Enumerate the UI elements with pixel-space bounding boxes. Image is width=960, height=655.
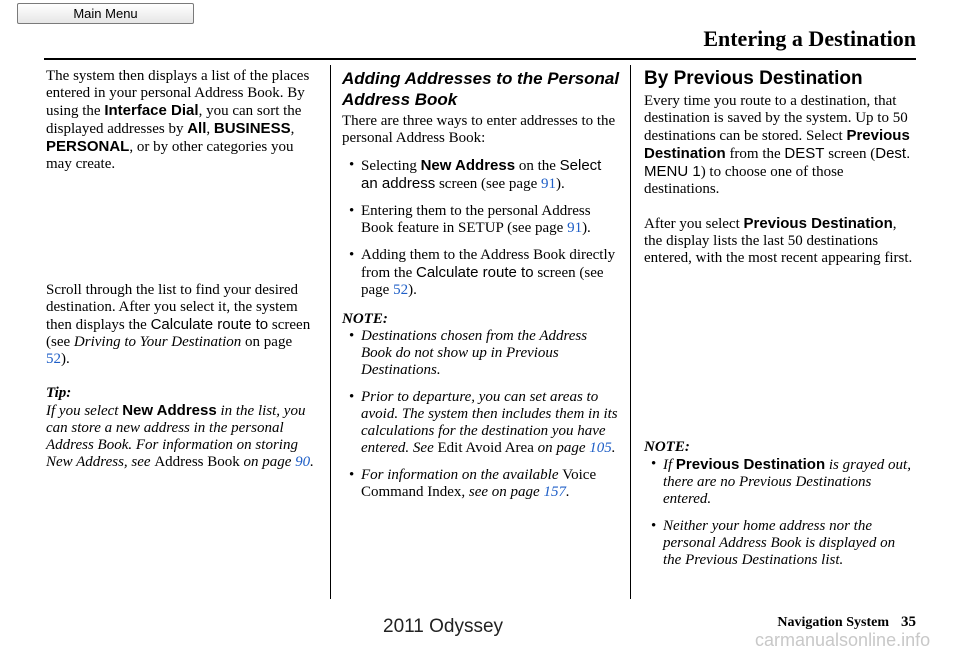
note-label: NOTE: — [342, 311, 388, 327]
paragraph-previous-destination: Every time you route to a destination, that destination is saved by the system. Up to 50 destinations can be stored. Select Previous Destination from the DEST screen (Dest. MENU 1) to choose one of those destinations. — [644, 93, 911, 197]
note-item: • Destinations chosen from the Address Book do not show up in Previous Destinations. — [349, 328, 588, 378]
footer-navigation-label: Navigation System 35 — [777, 614, 916, 630]
page-link-52[interactable]: 52 — [393, 282, 409, 298]
page-link-91[interactable]: 91 — [567, 220, 583, 236]
page-link-105[interactable]: 105 — [589, 440, 612, 456]
note-item: • Prior to departure, you can set areas to avoid. The system then includes them in its calculations for the destination you have entered. See Edit Avoid Area on page 105. — [349, 389, 618, 456]
section-heading-adding-addresses: Adding Addresses to the Personal Address Book — [342, 69, 620, 109]
page-link-91[interactable]: 91 — [541, 176, 556, 192]
column-divider-right — [630, 65, 631, 599]
list-item: • Entering them to the personal Address Book feature in SETUP (see page 91). — [349, 203, 591, 236]
title-rule — [44, 58, 916, 60]
note-item: • Neither your home address nor the personal Address Book is displayed on the Previous Destinations list. — [651, 518, 896, 568]
page-number: 35 — [901, 614, 916, 630]
page-link-90[interactable]: 90 — [295, 454, 311, 470]
column-left — [46, 68, 318, 471]
paragraph-display-list: After you select Previous Destination, the display lists the last 50 destinations entered, with the most recent appearing first. — [644, 215, 913, 266]
note-item: • If Previous Destination is grayed out, there are no Previous Destinations entered. — [651, 456, 911, 507]
list-item: • Selecting New Address on the Select an address screen (see page 91). — [349, 157, 602, 192]
paragraph-scroll-list: Scroll through the list to find your desired destination. After you select it, the system then displays the Calculate route to screen (see Driving to Your Destination on page 52). — [46, 282, 311, 367]
note-label: NOTE: — [644, 439, 690, 455]
note-item: • For information on the available Voice Command Index, see on page 157. — [349, 467, 597, 500]
main-menu-button[interactable]: Main Menu — [17, 3, 194, 24]
tip-label: Tip: — [46, 385, 72, 401]
column-middle — [342, 68, 620, 501]
page-link-157[interactable]: 157 — [543, 484, 566, 500]
page-title: Entering a Destination — [703, 26, 916, 51]
section-heading-previous-destination: By Previous Destination — [644, 68, 863, 89]
page-link-52[interactable]: 52 — [46, 351, 61, 367]
column-divider-left — [330, 65, 331, 599]
tip-text: If you select New Address in the list, you can store a new address in the personal Address Book. For information on storing New Address, see Address Book on page 90. — [46, 402, 314, 470]
site-watermark: carmanualsonline.info — [755, 630, 931, 650]
column-right — [644, 68, 916, 569]
paragraph-address-list: The system then displays a list of the places entered in your personal Address Book. By using the Interface Dial, you can sort the displayed addresses by All, BUSINESS, PERSONAL, or by other categories you may create. — [46, 68, 310, 172]
list-item: • Adding them to the Address Book directly from the Calculate route to screen (see page 52). — [349, 247, 616, 298]
paragraph-three-ways: There are three ways to enter addresses to the personal Address Book: — [342, 113, 616, 146]
model-watermark: 2011 Odyssey — [383, 616, 504, 637]
